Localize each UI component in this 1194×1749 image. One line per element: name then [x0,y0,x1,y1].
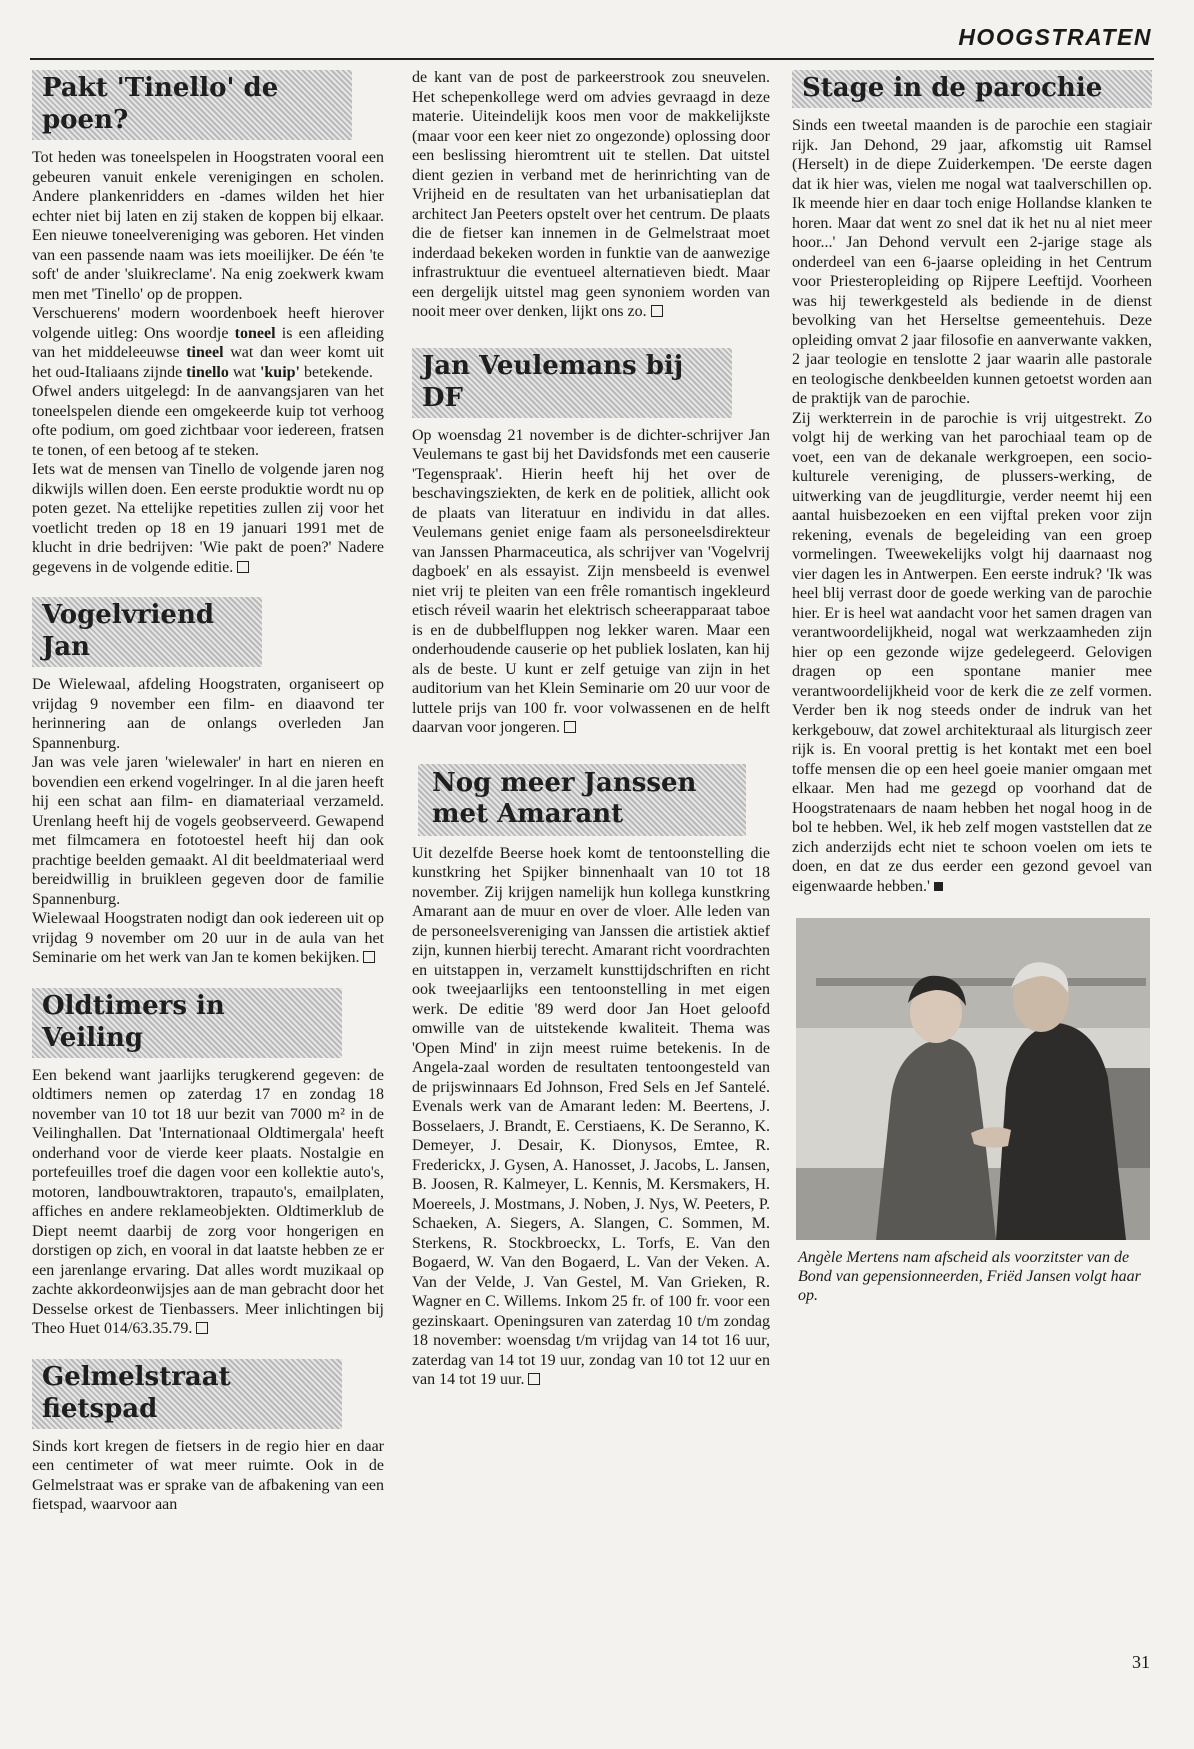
headline-veulemans: Jan Veulemans bij DF [412,348,732,418]
headline-tinello: Pakt 'Tinello' de poen? [32,70,352,140]
end-mark-icon [564,721,576,733]
headline-janssen: Nog meer Janssen met Amarant [418,764,746,836]
photo-illustration [796,918,1150,1240]
veulemans-paragraph: Op woensdag 21 november is de dichter-schrijver Jan Veulemans te gast bij het Davidsfonds met een causerie 'Tegenspraak'. Hierin heeft hij het over de beschavingsziekten, de kerk en de politiek, allicht ook de plaats van literatuur en individu in dat alles. Veulemans geniet enige faam als personeelsdirekteur van Janssen Pharmaceutica, als schrijver van 'Vogelvrij dagboek' en als essayist. Zijn mensbeeld is evenwel niet vrij te pleiten van een frêle romantisch ingekleurd etisch réveil waarin het elektrisch scheerapparaat taboe is en de dubbelfluppen nog lekker waren. Maar een onderhoudende causerie op het publiek loslaten, kan hij als de beste. U kunt er zelf getuige van zijn in het auditorium van het Klein Seminarie om 20 uur voor de luttele prijs van 100 fr. voor volwassenen en de helft daarvan voor jongeren. [412,426,770,736]
janssen-paragraph: Uit dezelfde Beerse hoek komt de tentoonstelling die kunstkring het Spijker binnenhaalt van 10 tot 18 november. Zij krijgen namelijk hun kollega kunstkring Amarant aan de muur en over de vloer. Alle leden van de personeelsvereniging van Janssen die artistiek aktief zijn, kunnen hierbij terecht. Amarant richt voordrachten en uitstappen in, verzamelt kunsttijdschriften en richt ook tweejaarlijks een tentoonstelling in met eigen werk. De editie '89 werd door Jan Hoet geloofd omwille van de uitstekende kwaliteit. Thema was 'Open Mind' in zijn meest ruime betekenis. In de Angela-zaal worden de resultaten tentoongesteld van de prijswinnaars Ed Johnson, Fred Sels en Jef Santelé. Evenals werk van de Amarant leden: M. Beertens, J. Bosselaers, J. Brandt, E. Cerstiaens, K. De Seranno, K. Demeyer, J. Desair, K. Dionysos, Emtee, R. Frederickx, J. Gysen, A. Hanosset, J. Jacobs, L. Jansen, B. Joosen, R. Kalmeyer, L. Kennis, M. Kersmakers, H. Moereels, J. Mostmans, J. Noben, J. Nys, W. Peeters, P. Schaeken, A. Siegers, A. Slangen, C. Sommen, M. Sterkens, R. Stockbroeckx, L. Torfs, E. Van den Bogaerd, W. Van den Bogaerd, L. Van der Veken. A. Van der Velde, J. Van Gestel, M. Van Grieken, R. Wagner en C. Willems. Inkom 25 fr. of 100 fr. voor een gezinskaart. Openingsuren van zaterdag 10 t/m zondag 18 november: woensdag t/m vrijdag van 14 tot 16 uur, zaterdag van 14 tot 19 uur, zondag van 10 tot 12 uur en van 14 tot 19 uur. [412,844,770,1388]
stage-paragraph-2: Zij werkterrein in de parochie is vrij uitgestrekt. Zo volgt hij de werking van het parochiaal team op de voet, een van de dekanale werkgroepen, een socio-kulturele vereniging, de plussers-werking, de uitwerking van de jeugdliturgie, verder neemt hij een aantal huisbezoeken en een vijftal preken voor zijn rekening, evenals de begeleiding van een groep vormelingen. Tweewekelijks volgt hij daarnaast nog vier dagen les in Antwerpen. Een eerste indruk? 'Ik was heel blij verrast door de goede werking van de parochie hier. Er is heel wat aandacht voor het samen dragen van verantwoordelijkheid, nogal wat werkzaamheden zijn hier op een gezonde wijze gedelegeerd. Gelovigen dragen op een spontane manier mee verantwoordelijkheid voor de kerk die ze zelf vormen. Verder ben ik nog steeds onder de indruk van het kerkgebouw, dat zowel architekturaal als liturgisch zeer rijk is. En vooral prettig is het kontakt met een boel toffe mensen die op een heel goeie manier omgaan met elkaar. Men had me gezegd op voorhand dat de Hoogstratenaars de naam hebben het nogal hoog in de bol te hebben. Wel, ik heb zelf mogen vaststellen dat ze zich anderzijds echt niet te schoon voelen om iets te doen, en dat ze dus eerder een gezond gevoel van eigenwaarde hebben.' [792,409,1152,895]
photo-handshake [796,918,1150,1240]
end-mark-icon [528,1373,540,1385]
page-number: 31 [1132,1652,1150,1672]
header-rule [30,58,1154,60]
column-1 [32,68,384,1515]
headline-vogelvriend: Vogelvriend Jan [32,597,262,667]
vogelvriend-paragraph-3: Wielewaal Hoogstraten nodigt dan ook iedereen uit op vrijdag 9 november om 20 uur in de aula van het Seminarie om het werk van Jan te komen bekijken. [32,910,384,966]
vogelvriend-paragraph-2: Jan was vele jaren 'wielewaler' in hart en nieren en bovendien een erkend vogelringer. In al die jaren heeft hij een schat aan film- en diamateriaal verzameld. Urenlang heeft hij de vogels geobserveerd. Gewapend met filmcamera en fototoestel heeft hij dan ook prachtige beelden gemaakt. Al dit beeldmateriaal werd bereidwillig in bruikleen gegeven door de familie Spannenburg. [32,754,384,908]
end-mark-filled-icon [934,882,943,891]
oldtimers-paragraph: Een bekend want jaarlijks terugkerend gegeven: de oldtimers nemen op zaterdag 17 en zondag 18 november van 10 tot 18 uur bezit van 7000 m² in de Veilinghallen. Dat 'Internationaal Oldtimergala' heeft onderhand voor de vierde keer plaats. Nostalgie en portefeuilles troef die dagen voor een kollektie auto's, motoren, landbouwtraktoren, trapauto's, emailplaten, affiches en andere reklameobjekten. Oldtimerklub de Diept neemt daarbij de zorg voor hongerigen en dorstigen op zich, en vooral in dat laatste hebben ze er een jarenlange ervaring. Dat alles wordt muzikaal op zachte akkordeonwijsjes aan de man gebracht door het Desselse orkest de Tienbassers. Meer inlichtingen bij Theo Huet 014/63.35.79. [32,1066,384,1337]
end-mark-icon [363,951,375,963]
vogelvriend-paragraph-1: De Wielewaal, afdeling Hoogstraten, organiseert op vrijdag 9 november een film- en diaavond ter herinnering aan de onlangs overleden Jan Spannenburg. [32,676,384,752]
column-3 [792,68,1152,1305]
end-mark-icon [237,561,249,573]
column-2 [412,68,770,1390]
headline-gelmelstraat: Gelmelstraat fietspad [32,1359,342,1429]
section-header: HOOGSTRATEN [958,24,1152,50]
tinello-paragraph-2: Verschuerens' modern woordenboek heeft hierover volgende uitleg: Ons woordje toneel is een afleiding van het middeleeuwse tineel wat dan weer komt uit het oud-Italiaans zijnde tinello wat 'kuip' betekende. [32,305,385,381]
headline-oldtimers: Oldtimers in Veiling [32,988,342,1058]
photo-caption: Angèle Mertens nam afscheid als voorzitster van de Bond van gepensionneerden, Friëd Jansen volgt haar op. [798,1249,1141,1304]
end-mark-icon [651,305,663,317]
stage-paragraph-1: Sinds een tweetal maanden is de parochie een stagiair rijk. Jan Dehond, 29 jaar, afkomstig uit Ramsel (Herselt) in de diepe Zuiderkempen. 'De eerste dagen dat ik hier was, vielen me nogal wat taalverschillen op. Ik meende hier en daar toch enige Hollandse klanken te horen. Maar dat went zo snel dat ik het nu al niet meer hoor...' Jan Dehond vervult een 2-jarige stage als onderdeel van een 6-jaarse opleiding in het Centrum voor Priesteropleiding op Rijpere Leeftijd. Voorheen was hij tewerkgesteld als bediende in de dienst bevolking van het Herseltse gemeentehuis. Deze opleiding omvat 2 jaar filosofie en aanverwante vakken, 2 jaar teologie en tenslotte 2 jaar waarin alle pastorale en teologische denkbeelden kunnen getoetst worden aan de praktijk van de parochie. [792,117,1152,407]
gelmelstraat-paragraph-col2: de kant van de post de parkeerstrook zou sneuvelen. Het schepenkollege werd om advies gevraagd in deze materie. Uiteindelijk koos men voor de makkelijkste (maar voor een keer niet zo ongezonde) oplossing door een beslissing hieromtrent uit te stellen. Dat uitstel dient gezien in verband met de herinrichting van de Vrijheid en de resultaten van het urbanisatieplan dat architect Jan Peeters opstelt over het centrum. De plaats die de fietser kan innemen in de Gelmelstraat moet inderdaad bekeken worden in funktie van de aanwezige infrastruktuur die eventueel alternatieven biedt. Maar een dergelijk uitstel mag geen synoniem worden van nooit meer over denken, lijkt ons zo. [412,69,770,320]
tinello-paragraph-1: Tot heden was toneelspelen in Hoogstraten vooral een gebeuren vanuit enkele verenigingen en scholen. Andere plankenridders en -dames wilden het hier echter niet bij laten en zij staken de koppen bij elkaar. Een nieuwe toneelvereniging was geboren. Het vinden van een passende naam was iets moeilijker. De één 'te soft' de ander 'sluikreclame'. Na enig zoekwerk kwam men met 'Tinello' op de proppen. [32,149,384,303]
tinello-paragraph-4: Iets wat de mensen van Tinello de volgende jaren nog dikwijls willen doen. Een eerste produktie wordt nu op poten gezet. Na ettelijke repetities zullen zij voor het voetlicht treden op 18 en 19 januari 1991 met de klucht in drie bedrijven: 'Wie pakt de poen?' Nadere gegevens in de volgende editie. [32,461,384,576]
gelmelstraat-paragraph-col1: Sinds kort kregen de fietsers in de regio hier en daar een centimeter of wat meer ruimte. Ook in de Gelmelstraat was er sprake van de afbakening van een fietspad, waarvoor aan [32,1437,384,1513]
end-mark-icon [196,1322,208,1334]
headline-stage: Stage in de parochie [792,70,1152,108]
tinello-paragraph-3: Ofwel anders uitgelegd: In de aanvangsjaren van het toneelspelen diende een omgekeerde kuip tot verhoog ofte podium, om goed zichtbaar voor iedereen, fratsen te tonen, of een betoog af te steken. [32,383,384,459]
